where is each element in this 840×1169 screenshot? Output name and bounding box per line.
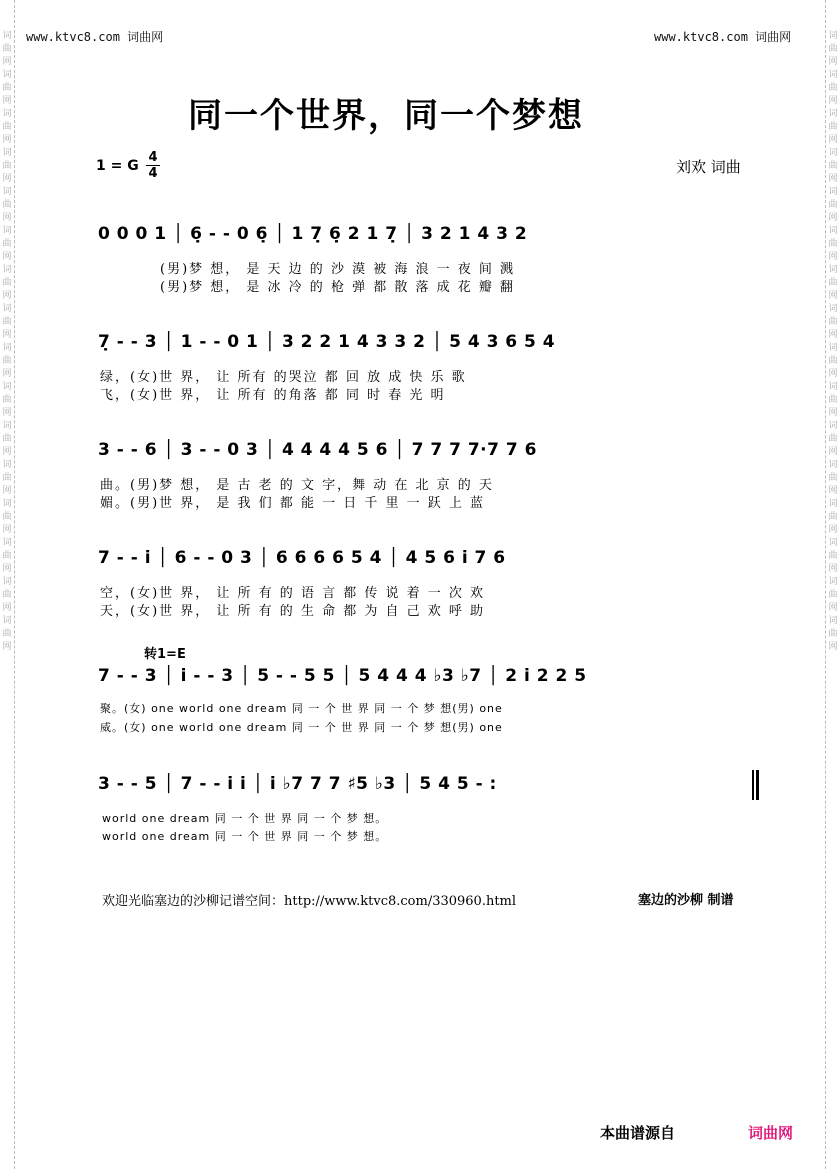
system-4-lyric-2: 天，(女)世 界， 让 所 有 的 生 命 都 为 自 己 欢 呼 助	[100, 604, 485, 619]
system-5-notes: 7 - - 3 │ i - - 3 │ 5 - - 5 5 │ 5 4 4 4 ♭3 ♭7 │ 2 i 2 2 5	[98, 666, 587, 686]
system-3-lyric-1: 曲。(男)梦 想， 是 古 老 的 文 字，舞 动 在 北 京 的 天	[100, 478, 494, 493]
system-2-notes: 7̣ - - 3 │ 1 - - 0 1 │ 3 2 2 1 4 3 3 2 │ 5 4 3 6 5 4	[98, 332, 556, 352]
system-3-lyric-2: 媚。(男)世 界， 是 我 们 都 能 一 日 千 里 一 跃 上 蓝	[100, 496, 485, 511]
song-title: 同一个世界，同一个梦想	[188, 96, 584, 136]
final-barline-thin	[752, 770, 754, 800]
time-signature	[146, 151, 160, 180]
meter-bottom: 4	[148, 166, 158, 181]
final-barline-thick	[756, 770, 759, 800]
system-1-notes: 0 0 0 1 │ 6̣ - - 0 6̣ │ 1 7̣ 6̣ 2 1 7̣ │ 3 2 1 4 3 2	[98, 224, 528, 244]
left-margin-strip	[0, 0, 15, 1169]
source-label: 本曲谱源自	[600, 1124, 676, 1142]
system-2-lyric-1: 绿，(女)世 界， 让 所有 的哭泣 都 回 放 成 快 乐 歌	[100, 370, 467, 385]
left-side-watermark: 词曲网词曲网词曲网词曲网词曲网词曲网词曲网词曲网词曲网词曲网词曲网词曲网词曲网词曲网词曲网词曲网	[2, 31, 12, 652]
watermark-left[interactable]: www.ktvc8.com 词曲网	[26, 30, 164, 44]
system-6-lyric-2: world one dream 同 一 个 世 界 同 一 个 梦 想。	[102, 830, 388, 843]
right-side-watermark: 词曲网词曲网词曲网词曲网词曲网词曲网词曲网词曲网词曲网词曲网词曲网词曲网词曲网词曲网词曲网词曲网	[828, 31, 838, 652]
system-1-lyric-2: (男)梦 想， 是 冰 冷 的 枪 弹 都 散 落 成 花 瓣 翻	[160, 280, 515, 295]
credit: 刘欢 词曲	[676, 158, 741, 176]
system-6-notes: 3 - - 5 │ 7 - - i i │ i ♭7 7 7 ♯5 ♭3 │ 5 4 5 - :	[98, 774, 497, 794]
system-1-lyric-1: (男)梦 想， 是 天 边 的 沙 漠 被 海 浪 一 夜 间 溅	[160, 262, 515, 277]
system-2-lyric-2: 飞，(女)世 界， 让 所有 的角落 都 同 时 春 光 明	[100, 388, 446, 403]
modulation-mark: 转1=E	[144, 647, 186, 662]
key-signature: 1 = G	[96, 158, 139, 174]
system-5-lyric-2: 威。(女) one world one dream 同 一 个 世 界 同 一 个 梦 想(男) one	[100, 721, 503, 734]
system-4-lyric-1: 空，(女)世 界， 让 所 有 的 语 言 都 传 说 着 一 次 欢	[100, 586, 485, 601]
meter-top: 4	[148, 150, 158, 165]
watermark-right[interactable]: www.ktvc8.com 词曲网	[654, 30, 792, 44]
footer-welcome[interactable]: 欢迎光临塞边的沙柳记谱空间：http://www.ktvc8.com/330960.html	[102, 894, 517, 909]
brand-link[interactable]: 词曲网	[748, 1124, 794, 1142]
system-3-notes: 3 - - 6 │ 3 - - 0 3 │ 4 4 4 4 5 6 │ 7 7 7 7·7 7 6	[98, 440, 537, 460]
system-6-lyric-1: world one dream 同 一 个 世 界 同 一 个 梦 想。	[102, 812, 388, 825]
system-5-lyric-1: 聚。(女) one world one dream 同 一 个 世 界 同 一 个 梦 想(男) one	[100, 702, 503, 715]
footer-maker: 塞边的沙柳 制谱	[638, 893, 734, 908]
system-4-notes: 7 - - i │ 6 - - 0 3 │ 6 6 6 6 5 4 │ 4 5 6 i 7 6	[98, 548, 506, 568]
right-margin-strip	[825, 0, 840, 1169]
